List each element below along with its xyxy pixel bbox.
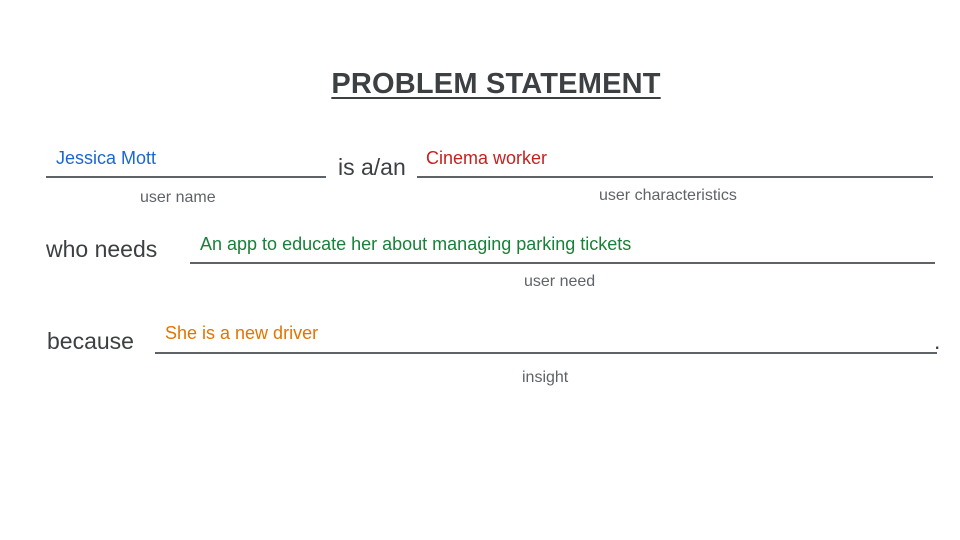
because-connector: because [47, 328, 134, 354]
user-need-caption: user need [524, 273, 596, 290]
user-need-line [190, 262, 935, 264]
insight-caption: insight [522, 369, 569, 386]
insight-value[interactable]: She is a new driver [165, 323, 319, 343]
who-needs-connector: who needs [46, 236, 158, 262]
user-name-caption: user name [140, 189, 216, 206]
user-characteristics-caption: user characteristics [599, 187, 737, 204]
user-name-value[interactable]: Jessica Mott [56, 148, 157, 168]
insight-line [155, 352, 937, 354]
user-need-value[interactable]: An app to educate her about managing parking tickets [200, 234, 632, 254]
end-period: . [934, 328, 941, 354]
user-characteristics-value[interactable]: Cinema worker [426, 148, 548, 168]
user-name-line [46, 176, 326, 178]
page-title: PROBLEM STATEMENT [331, 68, 661, 100]
user-characteristics-line [417, 176, 933, 178]
is-a-an-connector: is a/an [338, 154, 406, 180]
